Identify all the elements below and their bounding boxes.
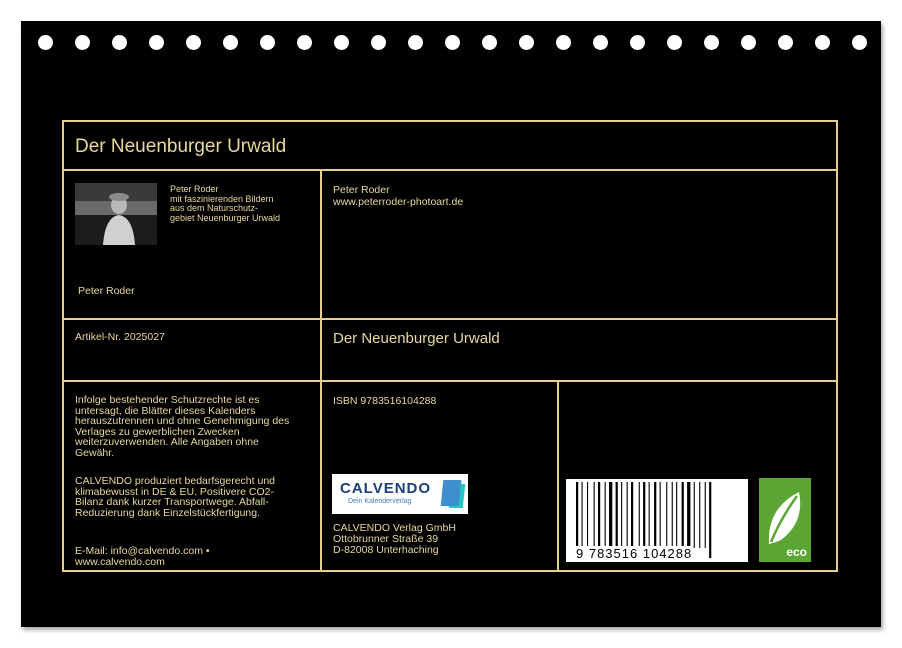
eco-notice: CALVENDO produziert bedarfsgerecht und klimabewusst in DE & EU. Positivere CO2- Bilanz dank kurzer Transportwege. Abfall- Reduzierung dank Einzelstückfertigung. [75,475,275,519]
binding-hole [741,35,756,50]
barcode-bar [631,482,633,548]
barcode-bar [672,482,673,548]
contact-email [75,546,210,568]
calendar-back-page [21,21,881,627]
calendar-title: Der Neuenburger Urwald [75,136,287,157]
binding-hole [260,35,275,50]
binding-hole [38,35,53,50]
logo-tagline: Dein Kalenderverlag [348,498,412,505]
barcode-bar [705,482,706,548]
barcode-bar [621,482,622,548]
barcode-bar [598,482,600,548]
binding-hole [852,35,867,50]
eco-label: eco [786,545,807,559]
binding-hole [297,35,312,50]
contact-website[interactable]: www.peterroder-photoart.de [333,196,464,208]
binding-hole [223,35,238,50]
author-photo [75,183,157,245]
divider-line [557,380,559,570]
barcode-bar [709,482,711,558]
logo-name: CALVENDO [340,480,432,497]
divider-line [64,380,836,382]
barcode-bar [587,482,588,548]
eco-badge [759,478,811,562]
barcode-bar [616,482,618,548]
contact-name: Peter Roder [333,184,390,196]
barcode-bar [654,482,656,548]
divider-line [64,169,836,171]
binding-hole [519,35,534,50]
binding-holes [21,35,881,51]
binding-hole [371,35,386,50]
binding-hole [815,35,830,50]
binding-hole [556,35,571,50]
barcode-bar [594,482,595,548]
barcode-bar [682,482,684,548]
article-title: Der Neuenburger Urwald [333,330,500,347]
barcode-bar [627,482,628,548]
web-line[interactable]: www.calvendo.com [75,556,165,568]
barcode-bar [666,482,667,548]
binding-hole [667,35,682,50]
binding-hole [112,35,127,50]
isbn-barcode [566,479,748,562]
binding-hole [482,35,497,50]
publisher-address: CALVENDO Verlag GmbH Ottobrunner Straße 39 D-82008 Unterhaching [333,522,456,556]
barcode-bar [605,482,606,548]
calvendo-logo [332,474,468,514]
binding-hole [334,35,349,50]
isbn-label: ISBN 9783516104288 [333,395,437,407]
barcode-bar [694,482,695,548]
email-line[interactable]: E-Mail: info@calvendo.com • [75,545,210,557]
photo-image [75,183,157,245]
copyright-notice: Infolge bestehender Schutzrechte ist es untersagt, die Blätter dieses Kalenders herauszutrennen und ohne Genehmigung des Verlages zu gewerblichen Zwecken weiterzuverwenden. Alle Angaben ohne Gewähr. [75,394,290,459]
divider-line [64,318,836,320]
barcode-bar [687,482,690,548]
binding-hole [75,35,90,50]
binding-hole [593,35,608,50]
photographer-name: Peter Roder [78,285,135,297]
barcode-bar [639,482,640,548]
divider-line [320,169,322,570]
binding-hole [704,35,719,50]
barcode-bar [609,482,612,548]
author-caption: Peter Roder mit faszinierenden Bildern aus dem Naturschutz- gebiet Neuenburger Urwald [170,184,281,223]
barcode-bar [660,482,661,548]
book-icon [441,480,462,506]
barcode-bar [699,482,700,548]
binding-hole [408,35,423,50]
barcode-bar [676,482,677,548]
article-number: Artikel-Nr. 2025027 [75,331,165,343]
binding-hole [778,35,793,50]
binding-hole [186,35,201,50]
binding-hole [149,35,164,50]
barcode-number: 9 783516 104288 [576,546,693,561]
binding-hole [630,35,645,50]
info-grid [62,120,838,572]
binding-hole [445,35,460,50]
